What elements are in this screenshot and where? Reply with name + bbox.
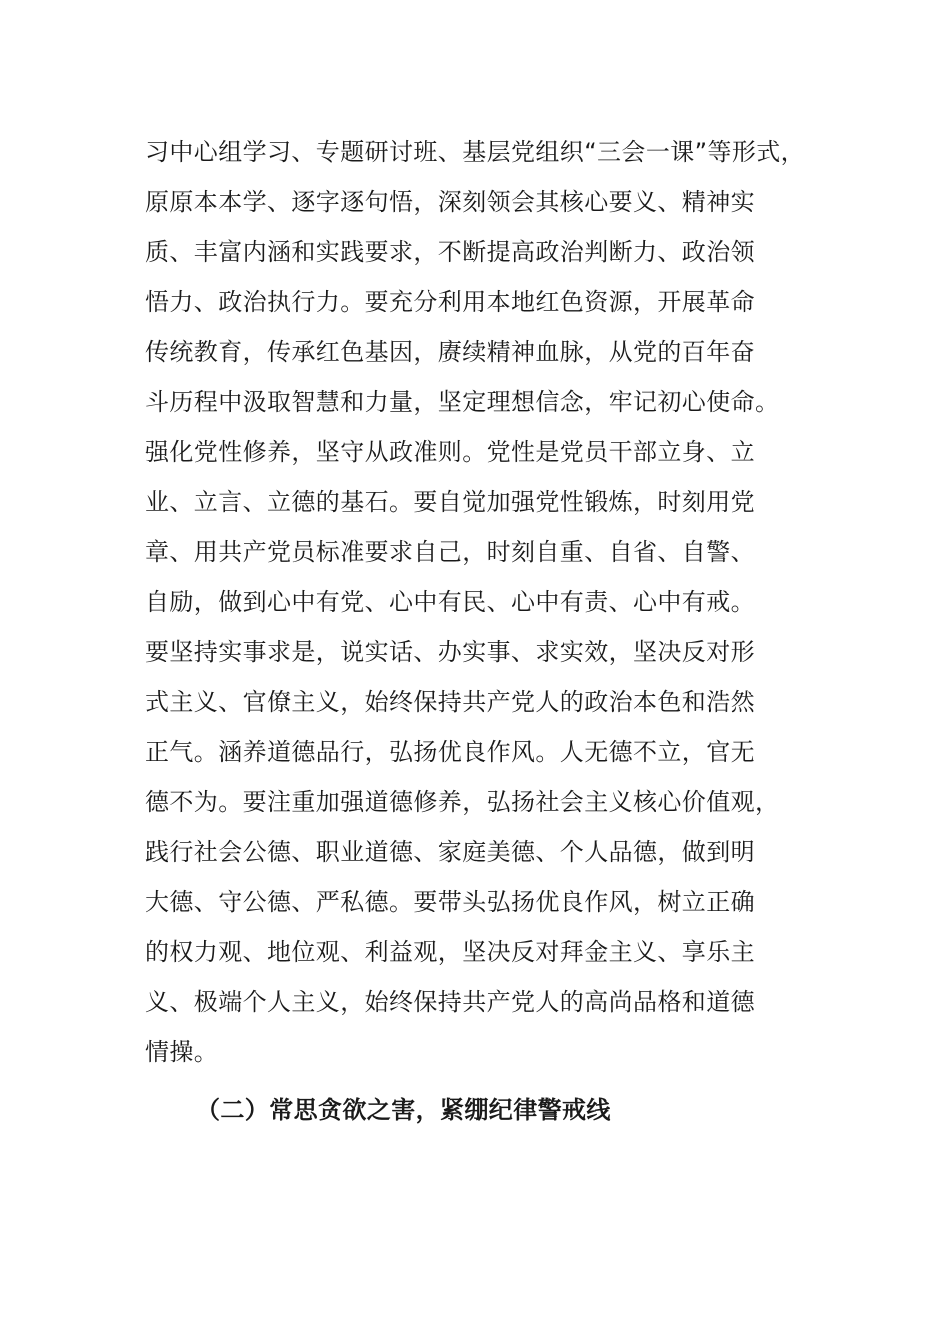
text-line: 原原本本学、逐字逐句悟，深刻领会其核心要义、精神实 xyxy=(145,188,755,216)
text-line: 质、丰富内涵和实践要求，不断提高政治判断力、政治领 xyxy=(145,238,755,266)
body-paragraph xyxy=(145,127,845,1077)
text-line: 业、立言、立德的基石。要自觉加强党性锻炼，时刻用党 xyxy=(145,488,755,516)
text-line: 传统教育，传承红色基因，赓续精神血脉，从党的百年奋 xyxy=(145,338,755,366)
text-line: 情操。 xyxy=(145,1038,219,1066)
section-heading: （二）常思贪欲之害，紧绷纪律警戒线 xyxy=(196,1096,611,1124)
text-line: 德不为。要注重加强道德修养，弘扬社会主义核心价值观， xyxy=(145,788,780,816)
text-line: 的权力观、地位观、利益观，坚决反对拜金主义、享乐主 xyxy=(145,938,755,966)
text-line: 习中心组学习、专题研讨班、基层党组织“三会一课”等形式， xyxy=(145,138,806,166)
text-line: 斗历程中汲取智慧和力量，坚定理想信念，牢记初心使命。 xyxy=(145,388,780,416)
text-line: 自励，做到心中有党、心中有民、心中有责、心中有戒。 xyxy=(145,588,755,616)
text-line: 要坚持实事求是，说实话、办实事、求实效，坚决反对形 xyxy=(145,638,755,666)
text-line: 义、极端个人主义，始终保持共产党人的高尚品格和道德 xyxy=(145,988,755,1016)
text-line: 悟力、政治执行力。要充分利用本地红色资源，开展革命 xyxy=(145,288,755,316)
text-line: 章、用共产党员标准要求自己，时刻自重、自省、自警、 xyxy=(145,538,755,566)
text-line: 正气。涵养道德品行，弘扬优良作风。人无德不立，官无 xyxy=(145,738,755,766)
text-line: 践行社会公德、职业道德、家庭美德、个人品德，做到明 xyxy=(145,838,755,866)
text-line: 大德、守公德、严私德。要带头弘扬优良作风，树立正确 xyxy=(145,888,755,916)
text-line: 强化党性修养，坚守从政准则。党性是党员干部立身、立 xyxy=(145,438,755,466)
text-line: 式主义、官僚主义，始终保持共产党人的政治本色和浩然 xyxy=(145,688,755,716)
